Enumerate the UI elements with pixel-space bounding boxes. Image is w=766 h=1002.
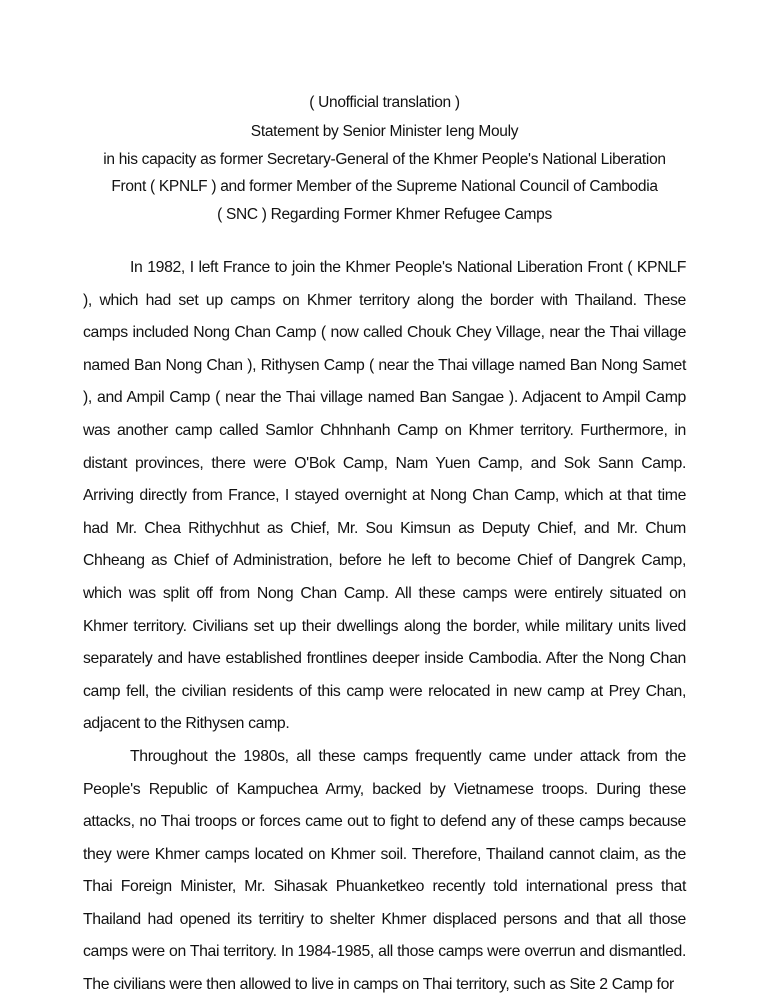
translation-note: ( Unofficial translation ) [309, 94, 460, 111]
statement-header [83, 88, 686, 228]
statement-title: Statement by Senior Minister Ieng Mouly [250, 123, 519, 140]
statement-subtitle-line-1: in his capacity as former Secretary-General of the Khmer People's National Liberation [103, 150, 666, 168]
statement-subtitle-line-3: ( SNC ) Regarding Former Khmer Refugee Camps [217, 205, 552, 223]
statement-subtitle-line-2: Front ( KPNLF ) and former Member of the Supreme National Council of Cambodia [111, 178, 658, 195]
statement-body [83, 252, 686, 1002]
document-page [83, 88, 686, 1002]
paragraph-2: Throughout the 1980s, all these camps frequently came under attack from the People's Republic of Kampuchea Army, backed by Vietnamese troops. During these attacks, no Thai troops or forces came out to fight to defend any of these camps because they were Khmer camps located on Khmer soil. Therefore, Thailand cannot claim, as the Thai Foreign Minister, Mr. Sihasak Phuanketkeo recently told international press that Thailand had opened its territiry to shelter Khmer displaced persons and that all those camps were on Thai territory. In 1984-1985, all those camps were overrun and dismantled. The civilians were then allowed to live in camps on Thai territory, such as Site 2 Camp for [83, 747, 686, 994]
paragraph-1: In 1982, I left France to join the Khmer People's National Liberation Front ( KPNLF ), which had set up camps on Khmer territory along the border with Thailand. These camps included Nong Chan Camp ( now called Chouk Chey Village, near the Thai village named Ban Nong Chan ), Rithysen Camp ( near the Thai village named Ban Nong Samet ), and Ampil Camp ( near the Thai village named Ban Sangae ). Adjacent to Ampil Camp was another camp called Samlor Chhnhanh Camp on Khmer territory. Furthermore, in distant provinces, there were O'Bok Camp, Nam Yuen Camp, and Sok Sann Camp. Arriving directly from France, I stayed overnight at Nong Chan Camp, which at that time had Mr. Chea Rithychhut as Chief, Mr. Sou Kimsun as Deputy Chief, and Mr. Chum Chheang as Chief of Administration, before he left to become Chief of Dangrek Camp, which was split off from Nong Chan Camp. All these camps were entirely situated on Khmer territory. Civilians set up their dwellings along the border, while military units lived separately and have established frontlines deeper inside Cambodia. After the Nong Chan camp fell, the civilian residents of this camp were relocated in new camp at Prey Chan, adjacent to the Rithysen camp. [83, 259, 686, 733]
